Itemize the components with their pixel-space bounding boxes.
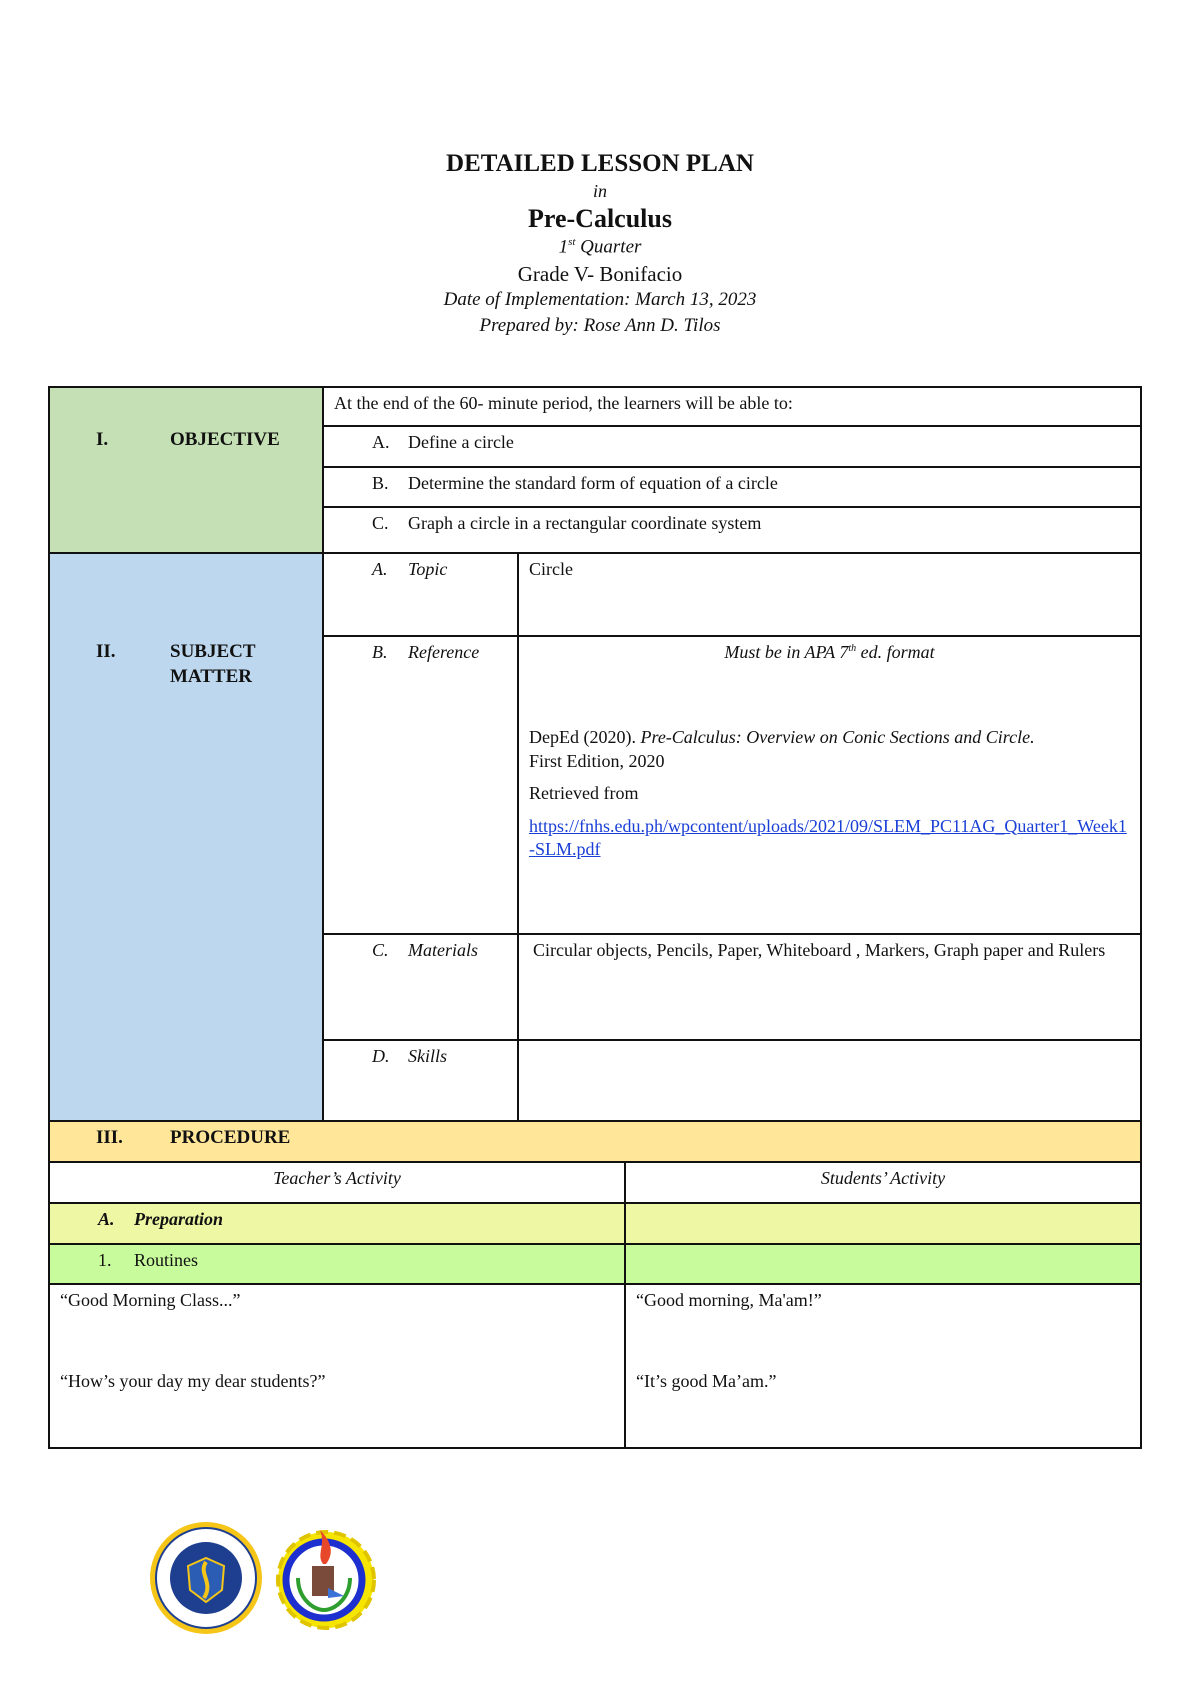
row-letter: A. [372, 559, 388, 579]
prepared-by: Prepared by: Rose Ann D. Tilos [479, 315, 721, 336]
subject-numeral: II. [96, 641, 116, 662]
student-line: “It’s good Ma’am.” [636, 1371, 777, 1392]
row-name: Topic [408, 559, 448, 579]
grade-label: Grade V- Bonifacio [517, 262, 683, 286]
in-label: in [592, 181, 607, 201]
skills-value [517, 1039, 1142, 1122]
objective-intro: At the end of the 60- minute period, the learners will be able to: [322, 386, 1142, 427]
item-text: Define a circle [408, 432, 514, 452]
section-letter: A. [98, 1209, 115, 1229]
institute-logo [268, 1518, 378, 1633]
topic-label [322, 552, 519, 637]
materials-label [322, 933, 519, 1041]
citation [529, 726, 1130, 773]
note-pre: Must be in APA 7 [724, 642, 849, 662]
quarter-num: 1 [558, 236, 569, 258]
reference-link[interactable]: https://fnhs.edu.ph/wpcontent/uploads/2021/09/SLEM_PC11AG_Quarter1_Week1-SLM.pdf [529, 815, 1127, 859]
item-text: Determine the standard form of equation of a circle [408, 473, 778, 493]
subject-label-1: SUBJECT [170, 641, 256, 662]
quarter-sup: st [568, 236, 576, 248]
objective-item [322, 466, 1142, 508]
university-logo [146, 1518, 266, 1638]
quarter-label [0, 236, 1200, 258]
citation-edition: First Edition, 2020 [529, 750, 665, 771]
objective-item [322, 506, 1142, 554]
subject-title: Pre-Calculus [528, 204, 672, 233]
reference-value [517, 635, 1142, 935]
row-name: Skills [408, 1046, 447, 1066]
routines-student-cell [624, 1243, 1142, 1285]
sub-name: Routines [134, 1250, 199, 1270]
subject-matter-label-cell [48, 552, 324, 1122]
item-text: Graph a circle in a rectangular coordinate system [408, 513, 762, 533]
retrieved-from: Retrieved from [529, 783, 639, 804]
doc-title: DETAILED LESSON PLAN [446, 150, 754, 177]
topic-value: Circle [517, 552, 1142, 637]
student-activity-cell [624, 1283, 1142, 1449]
procedure-numeral: III. [96, 1127, 123, 1148]
citation-title: Pre-Calculus: Overview on Conic Sections and Circle. [640, 727, 1035, 748]
preparation-student-cell [624, 1202, 1142, 1245]
item-letter: C. [372, 513, 389, 533]
row-name: Reference [408, 642, 480, 662]
row-letter: D. [372, 1046, 390, 1066]
teacher-activity-header: Teacher’s Activity [48, 1161, 626, 1204]
teacher-activity-cell [48, 1283, 626, 1449]
routines-label [48, 1243, 626, 1285]
student-activity-header: Students’ Activity [624, 1161, 1142, 1204]
citation-author: DepEd (2020). [529, 727, 641, 748]
teacher-line: “How’s your day my dear students?” [60, 1371, 326, 1392]
skills-label [322, 1039, 519, 1122]
apa-note [529, 641, 1130, 664]
objective-item [322, 425, 1142, 468]
note-post: ed. format [856, 642, 935, 662]
teacher-line: “Good Morning Class...” [60, 1290, 241, 1310]
procedure-label: PROCEDURE [170, 1127, 291, 1148]
row-letter: B. [372, 642, 388, 662]
date-label: Date of Implementation: March 13, 2023 [443, 289, 757, 310]
row-letter: C. [372, 940, 389, 960]
item-letter: A. [372, 432, 390, 452]
item-letter: B. [372, 473, 389, 493]
reference-label [322, 635, 519, 935]
materials-value: Circular objects, Pencils, Paper, Whiteboard , Markers, Graph paper and Rulers [517, 933, 1142, 1041]
subject-label-2: MATTER [170, 666, 252, 687]
objective-numeral: I. [96, 429, 109, 450]
note-sup: th [848, 643, 857, 654]
section-name: Preparation [134, 1209, 224, 1229]
objective-label-cell [48, 386, 324, 554]
procedure-header [48, 1120, 1142, 1163]
objective-label: OBJECTIVE [170, 429, 280, 450]
student-line: “Good morning, Ma'am!” [636, 1290, 822, 1310]
row-name: Materials [408, 940, 478, 960]
preparation-label [48, 1202, 626, 1245]
sub-num: 1. [98, 1250, 112, 1270]
quarter-word: Quarter [580, 236, 642, 258]
